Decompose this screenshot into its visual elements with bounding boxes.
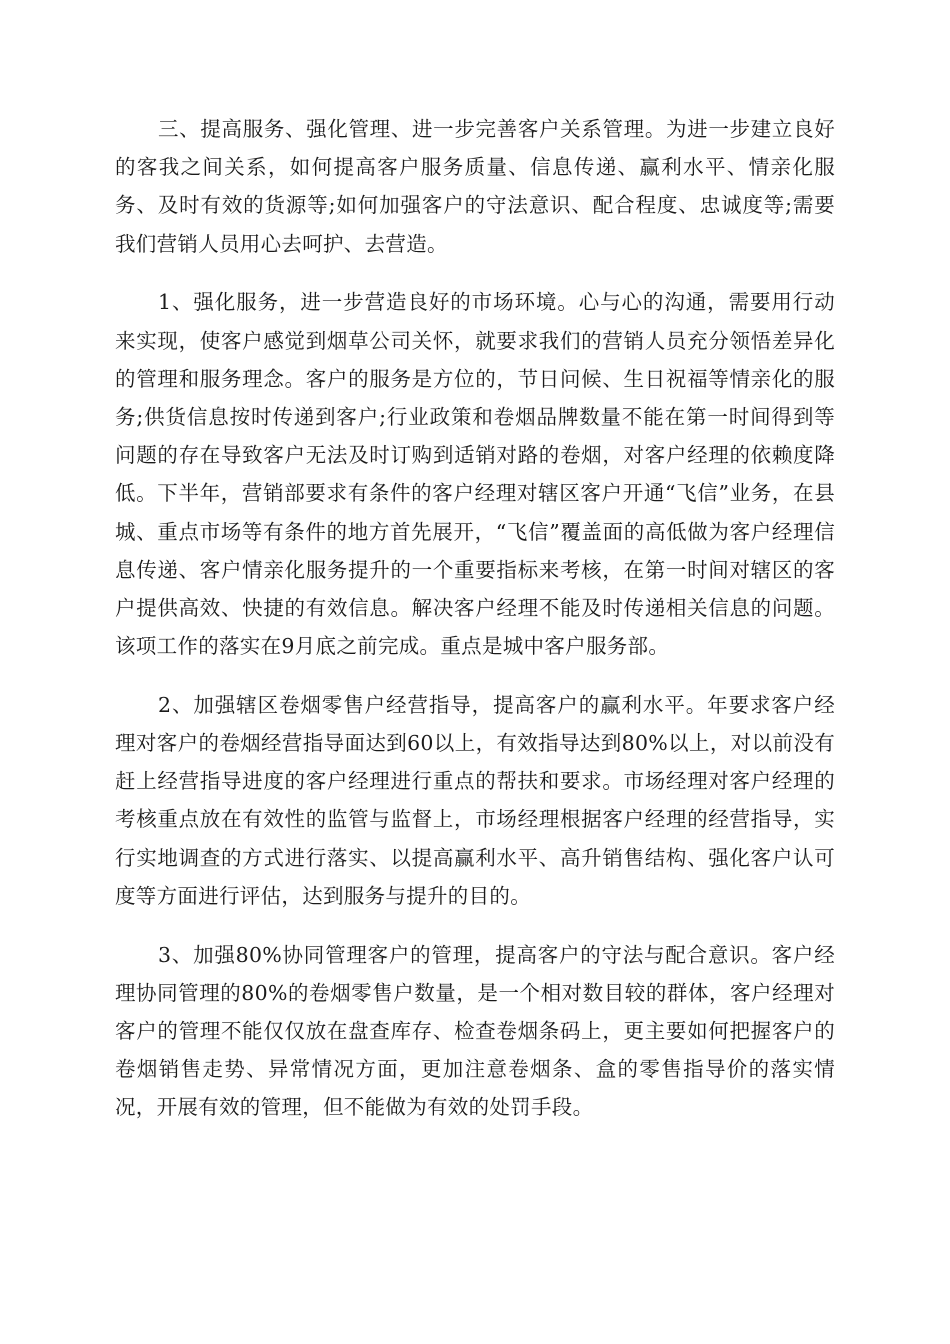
document-body <box>115 110 835 1147</box>
paragraph-item-2: 2、加强辖区卷烟零售户经营指导，提高客户的赢利水平。年要求客户经理对客户的卷烟经营指导面达到60以上，有效指导达到80%以上，对以前没有赶上经营指导进度的客户经理进行重点的帮扶和要求。市场经理对客户经理的考核重点放在有效性的监管与监督上，市场经理根据客户经理的经营指导，实行实地调查的方式进行落实、以提高赢利水平、高升销售结构、强化客户认可度等方面进行评估，达到服务与提升的目的。 <box>115 692 835 908</box>
paragraph-item-3: 3、加强80%协同管理客户的管理，提高客户的守法与配合意识。客户经理协同管理的80%的卷烟零售户数量，是一个相对数目较的群体，客户经理对客户的管理不能仅仅放在盘查库存、检查卷烟条码上，更主要如何把握客户的卷烟销售走势、异常情况方面，更加注意卷烟条、盒的零售指导价的落实情况，开展有效的管理，但不能做为有效的处罚手段。 <box>115 942 835 1120</box>
paragraph-section-three: 三、提高服务、强化管理、进一步完善客户关系管理。为进一步建立良好的客我之间关系，如何提高客户服务质量、信息传递、赢利水平、情亲化服务、及时有效的货源等;如何加强客户的守法意识、配合程度、忠诚度等;需要我们营销人员用心去呵护、去营造。 <box>115 117 835 256</box>
paragraph-item-1: 1、强化服务，进一步营造良好的市场环境。心与心的沟通，需要用行动来实现，使客户感觉到烟草公司关怀，就要求我们的营销人员充分领悟差异化的管理和服务理念。客户的服务是方位的，节日问候、生日祝福等情亲化的服务;供货信息按时传递到客户;行业政策和卷烟品牌数量不能在第一时间得到等问题的存在导致客户无法及时订购到适销对路的卷烟，对客户经理的依赖度降低。下半年，营销部要求有条件的客户经理对辖区客户开通“飞信”业务，在县城、重点市场等有条件的地方首先展开，“飞信”覆盖面的高低做为客户经理信息传递、客户情亲化服务提升的一个重要指标来考核，在第一时间对辖区的客户提供高效、快捷的有效信息。解决客户经理不能及时传递相关信息的问题。该项工作的落实在9月底之前完成。重点是城中客户服务部。 <box>115 290 835 659</box>
